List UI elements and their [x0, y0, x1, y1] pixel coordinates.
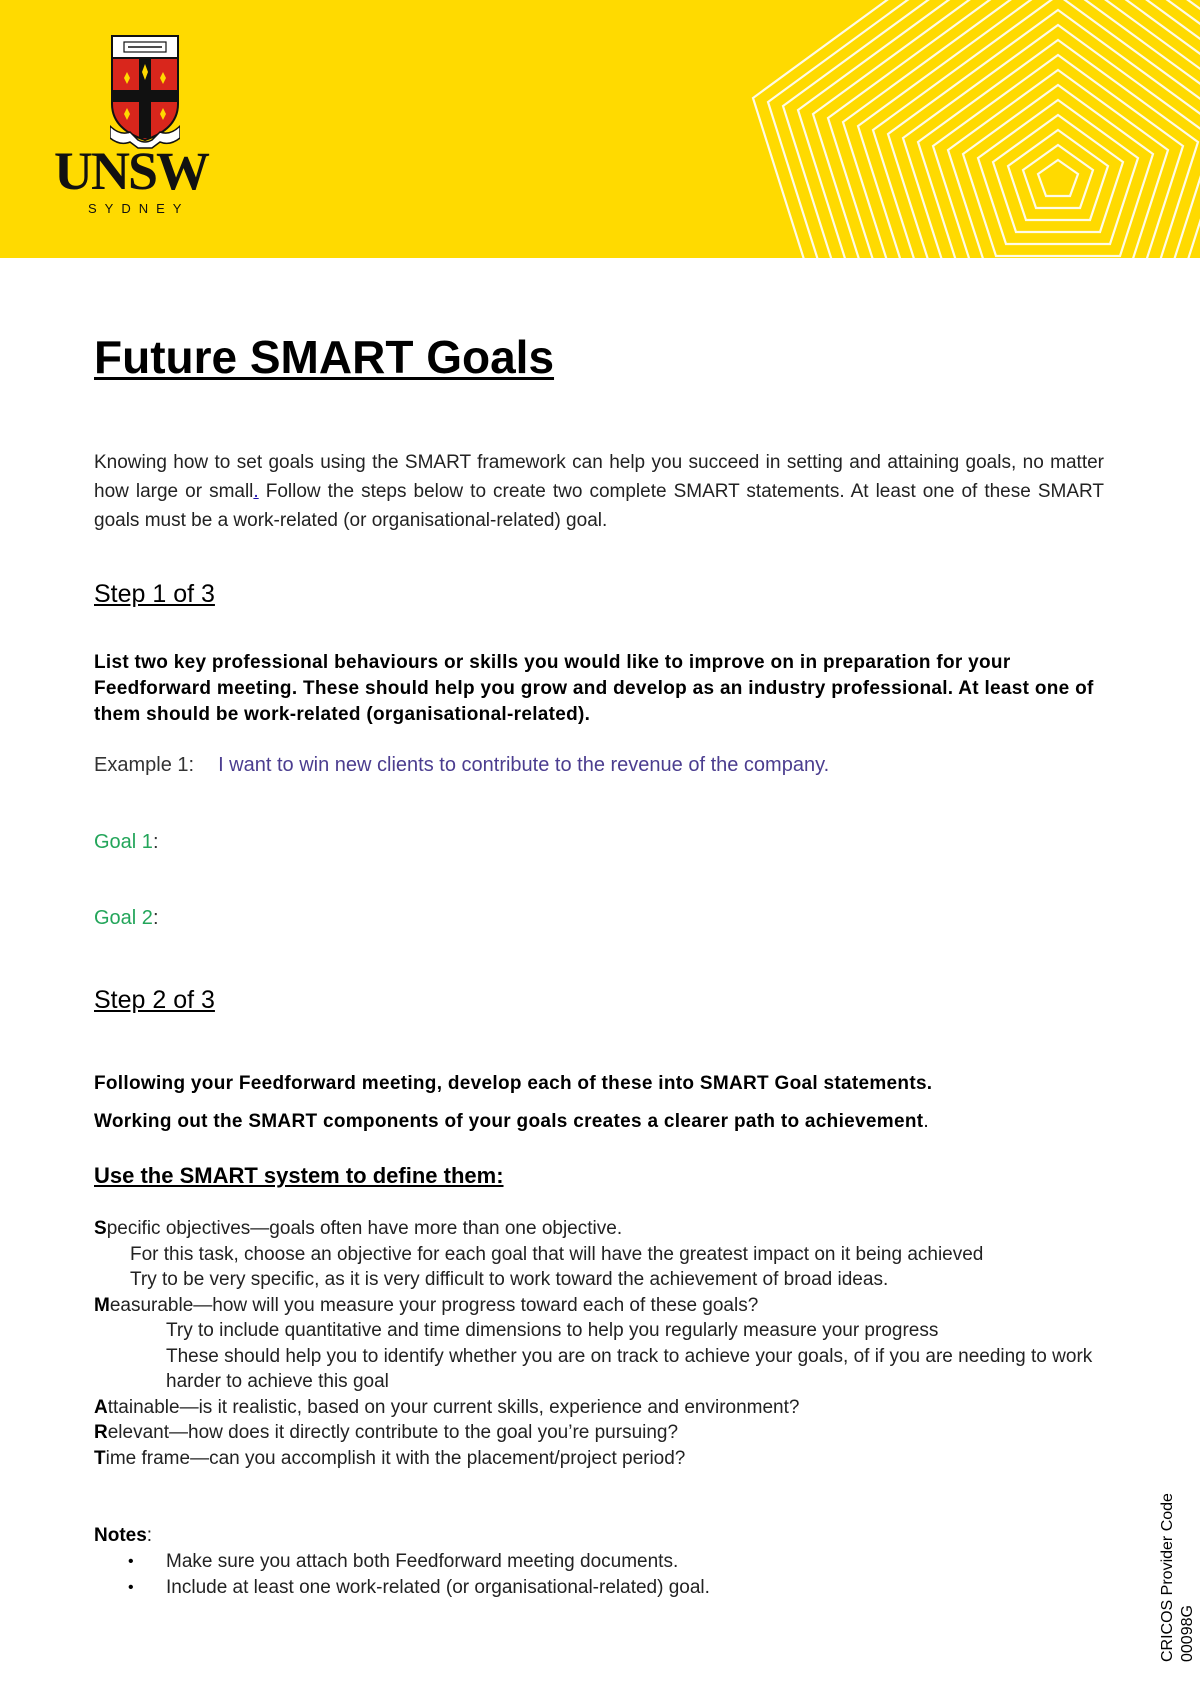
page-title: Future SMART Goals — [94, 331, 555, 383]
sydney-wordmark: SYDNEY — [88, 201, 190, 216]
specific-sub-2: Try to be very specific, as it is very difficult to work toward the achievement of broad ideas. — [130, 1269, 889, 1290]
note-text: Include at least one work-related (or organisational-related) goal. — [166, 1577, 710, 1598]
intro-text-end: Follow the steps below to create two complete SMART statements. At least one of these SMART goals must be a work-related (or organisational-related) goal. — [94, 481, 1104, 531]
cricos-provider-code — [1158, 1493, 1198, 1662]
letter-a: A — [94, 1396, 108, 1418]
unsw-wordmark: UNSW — [54, 141, 209, 201]
note-text: Make sure you attach both Feedforward meeting documents. — [166, 1551, 679, 1572]
measurable-sub-1: Try to include quantitative and time dimensions to help you regularly measure your progress — [166, 1320, 939, 1341]
measurable-sub-2: These should help you to identify whether you are on track to achieve your goals, of if you are needing to work harder to achieve this goal — [166, 1345, 1093, 1392]
smart-attainable — [94, 1395, 1104, 1421]
goal2-field[interactable] — [94, 907, 159, 930]
smart-system-heading: Use the SMART system to define them: — [94, 1163, 504, 1188]
smart-specific — [94, 1216, 1104, 1242]
goal2-label: Goal 2 — [94, 907, 153, 929]
header-banner — [0, 0, 1200, 258]
specific-text: pecific objectives—goals often have more than one objective. — [106, 1218, 623, 1239]
bullet-icon: • — [128, 1579, 134, 1596]
smart-time-frame — [94, 1446, 1104, 1472]
notes-section — [94, 1523, 710, 1601]
time-frame-text: ime frame—can you accomplish it with the placement/project period? — [105, 1447, 686, 1469]
attainable-text: ttainable—is it realistic, based on your current skills, experience and environment? — [107, 1396, 800, 1418]
notes-heading — [94, 1523, 710, 1549]
step2-instruction-2-period: . — [923, 1111, 929, 1132]
cricos-code: 00098G — [1179, 1605, 1196, 1662]
notes-colon: : — [146, 1525, 153, 1546]
goal1-colon: : — [152, 831, 159, 853]
notes-label: Notes — [94, 1525, 147, 1546]
step1-heading: Step 1 of 3 — [94, 580, 215, 608]
step2-instruction-1: Following your Feedforward meeting, develop each of these into SMART Goal statements. — [94, 1073, 933, 1094]
unsw-crest-icon — [110, 34, 180, 149]
notes-list — [94, 1549, 710, 1601]
example-label: Example 1: — [94, 754, 195, 776]
unsw-logo — [50, 34, 240, 224]
step2-heading: Step 2 of 3 — [94, 986, 215, 1014]
cricos-label: CRICOS Provider Code — [1159, 1493, 1176, 1662]
smart-definitions — [94, 1216, 1104, 1471]
specific-sub-1: For this task, choose an objective for each goal that will have the greatest impact on it being achieved — [130, 1243, 984, 1265]
intro-link[interactable]: . — [253, 481, 259, 502]
letter-s: S — [94, 1218, 107, 1239]
decorative-pentagon-pattern — [600, 0, 1200, 258]
smart-relevant — [94, 1420, 1104, 1446]
example-row — [94, 754, 829, 777]
intro-text-start: Knowing how to set goals using the SMART framework can help you succeed in setting and attaining goals, no matter how large or small — [94, 452, 1104, 502]
list-item — [94, 1575, 710, 1601]
goal1-field[interactable] — [94, 831, 159, 854]
goal1-label: Goal 1 — [94, 831, 153, 853]
bullet-icon: • — [128, 1553, 134, 1570]
intro-paragraph — [94, 448, 1104, 535]
goal2-colon: : — [152, 907, 159, 929]
step2-instruction-2 — [94, 1109, 1094, 1135]
step2-instruction-2-text: Working out the SMART components of your goals creates a clearer path to achievement — [94, 1111, 924, 1132]
relevant-text: elevant—how does it directly contribute to the goal you’re pursuing? — [107, 1422, 679, 1443]
smart-measurable — [94, 1293, 1104, 1319]
list-item — [94, 1549, 710, 1575]
step1-instruction: List two key professional behaviours or skills you would like to improve on in preparation for your Feedforward meeting. These should help you grow and develop as an industry professional. At least one of them should be work-related (organisational-related). — [94, 652, 1094, 725]
letter-m: M — [94, 1294, 110, 1316]
letter-r: R — [94, 1422, 108, 1443]
example-text: I want to win new clients to contribute to the revenue of the company. — [218, 754, 830, 776]
letter-t: T — [94, 1447, 106, 1469]
measurable-text: easurable—how will you measure your progress toward each of these goals? — [109, 1294, 759, 1316]
